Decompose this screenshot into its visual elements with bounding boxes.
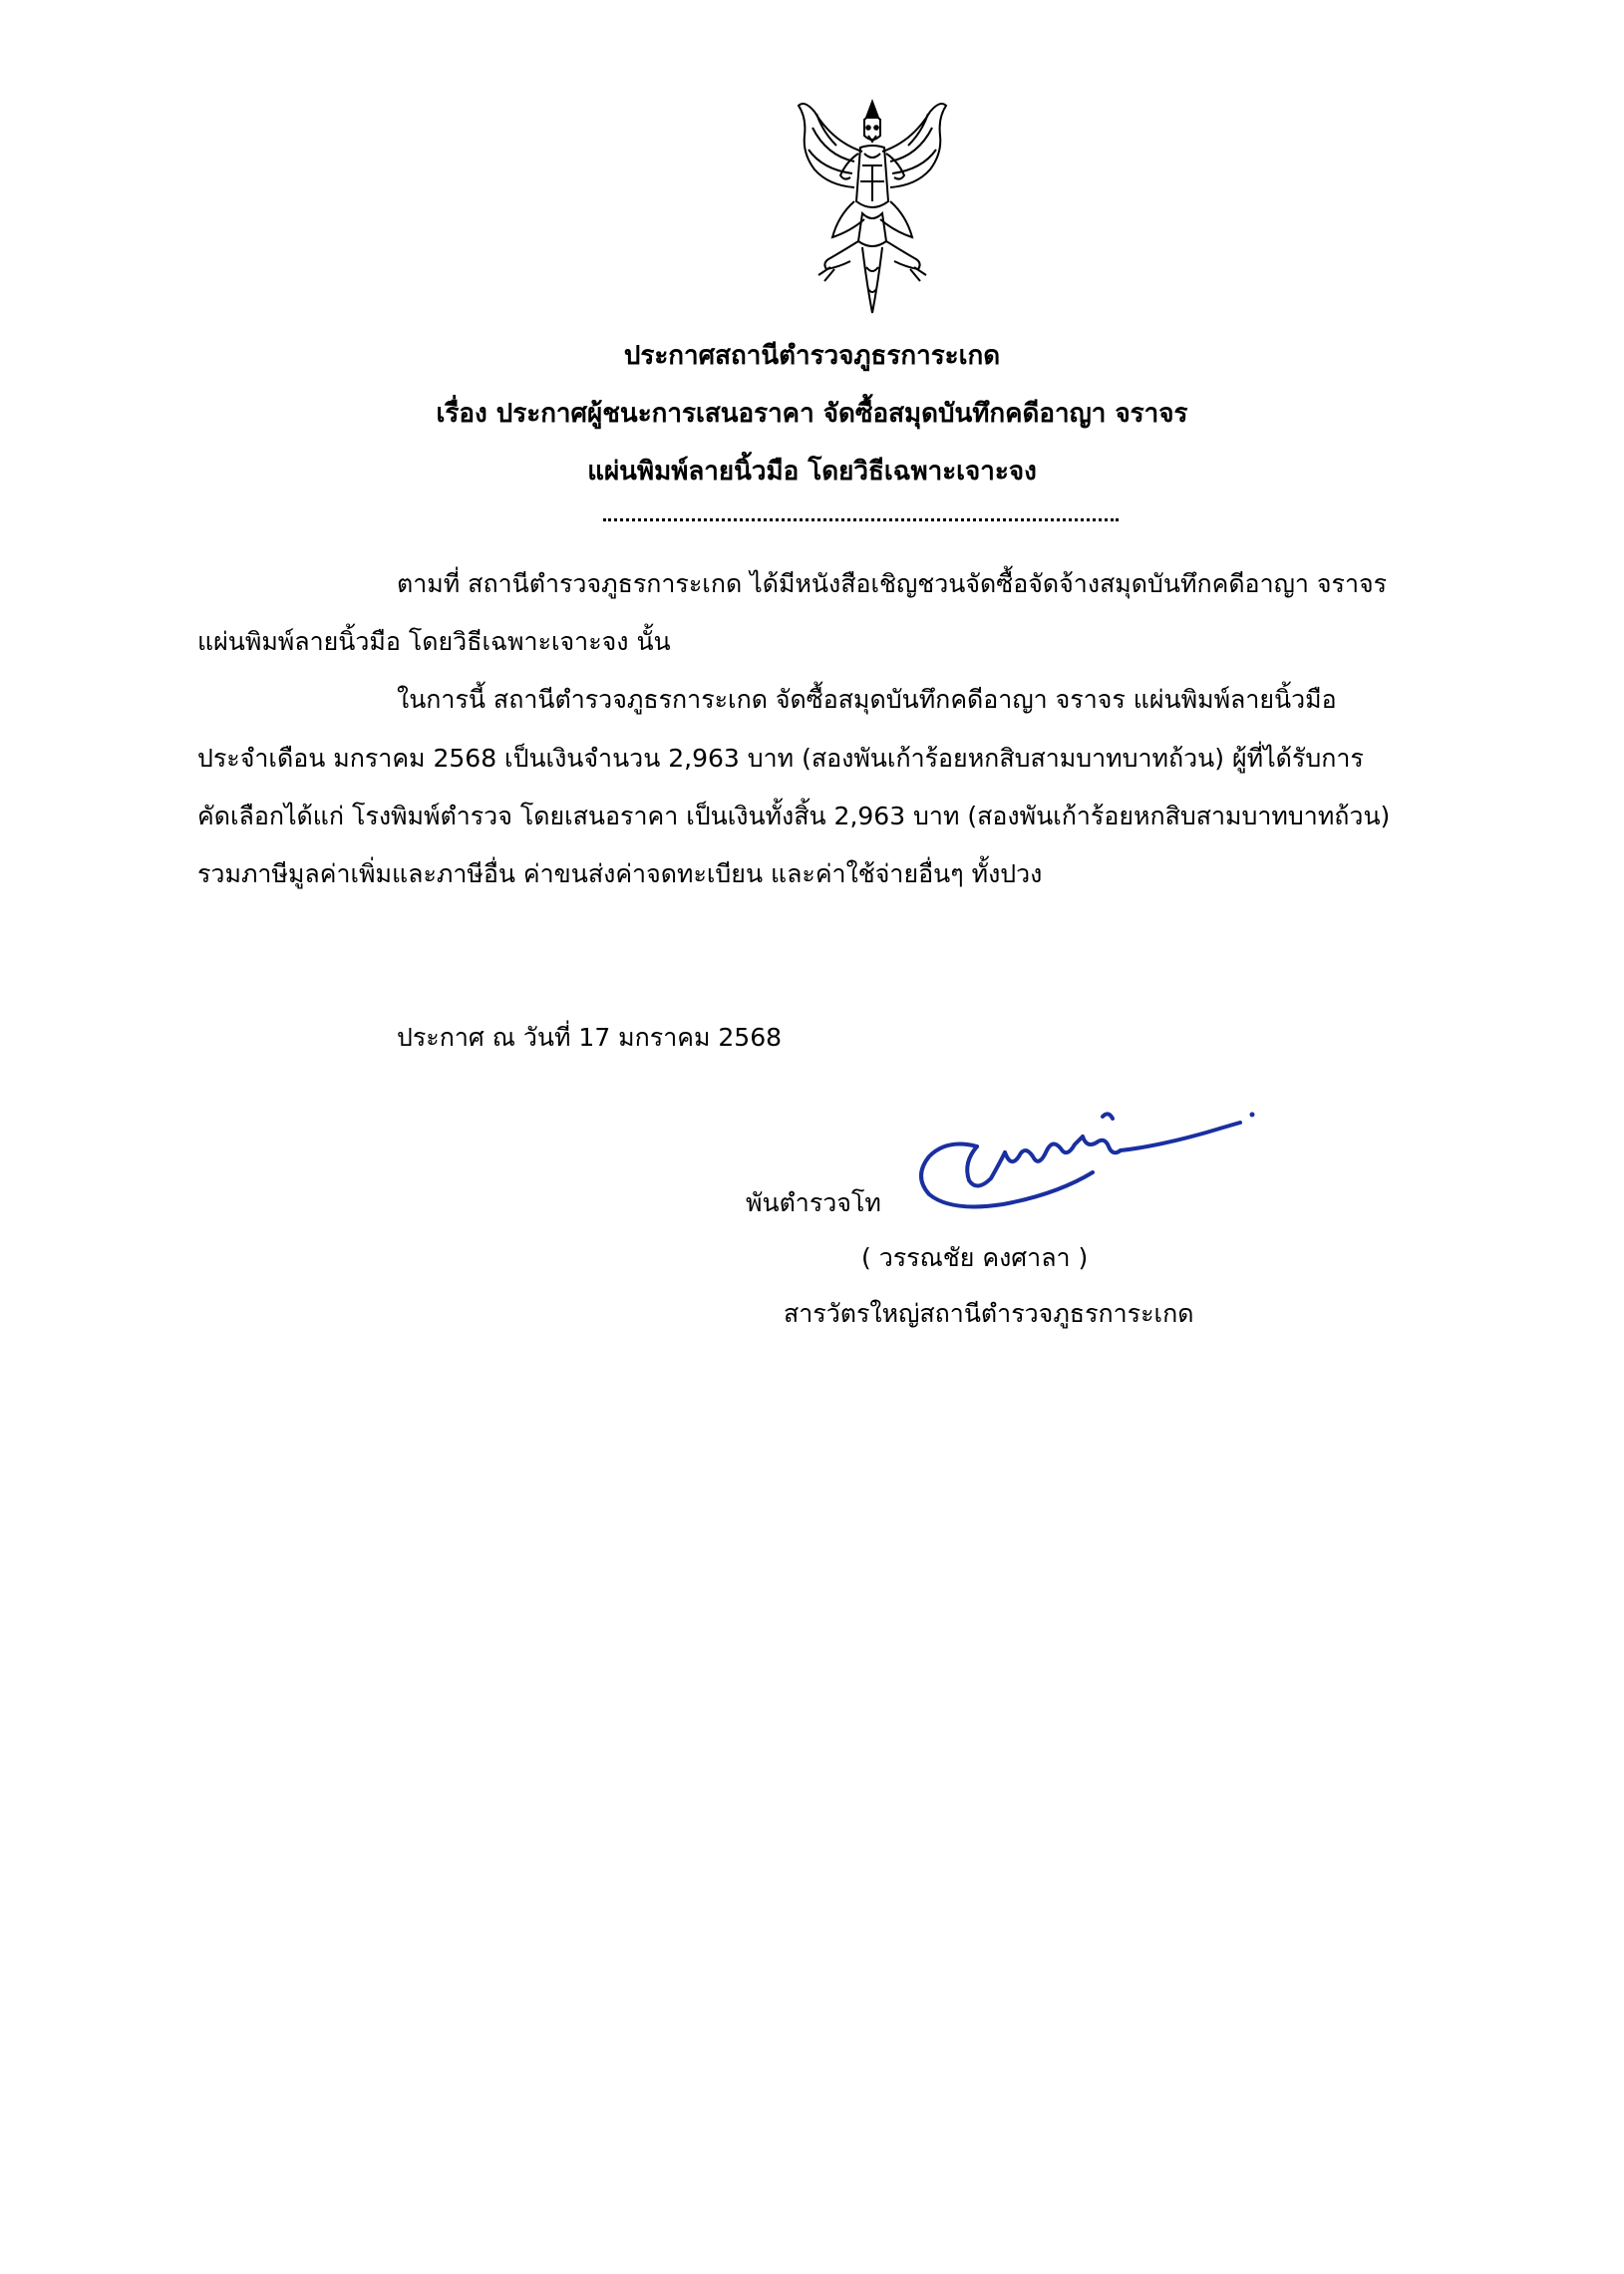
announcement-subject: เรื่อง ประกาศผู้ชนะการเสนอราคา จัดซื้อสมุดบันทึกคดีอาญา จราจร: [436, 399, 1188, 429]
announcement-title: ประกาศสถานีตำรวจภูธรการะเกด: [623, 341, 1001, 371]
signatory-position: สารวัตรใหญ่สถานีตำรวจภูธรการะเกด: [784, 1299, 1194, 1328]
paragraph-2-line-2: ประจำเดือน มกราคม 2568 เป็นเงินจำนวน 2,963 บาท (สองพันเก้าร้อยหกสิบสามบาทบาทถ้วน) ผู้ที่ได้รับการ: [197, 744, 1364, 773]
paragraph-2-line-1: ในการนี้ สถานีตำรวจภูธรการะเกด จัดซื้อสมุดบันทึกคดีอาญา จราจร แผ่นพิมพ์ลายนิ้วมือ: [397, 685, 1337, 714]
paragraph-2-line-4: รวมภาษีมูลค่าเพิ่มและภาษีอื่น ค่าขนส่งค่าจดทะเบียน และค่าใช้จ่ายอื่นๆ ทั้งปวง: [197, 859, 1043, 888]
paragraph-2-line-3: คัดเลือกได้แก่ โรงพิมพ์ตำรวจ โดยเสนอราคา เป็นเงินทั้งสิ้น 2,963 บาท (สองพันเก้าร้อยหกสิบสามบาทบาทถ้วน): [197, 802, 1391, 830]
garuda-emblem: [793, 92, 952, 323]
signatory-rank: พันตำรวจโท: [746, 1188, 881, 1217]
announcement-date: ประกาศ ณ วันที่ 17 มกราคม 2568: [397, 1023, 783, 1052]
signature-mark: [907, 1077, 1266, 1226]
signatory-name: ( วรรณชัย คงศาลา ): [861, 1243, 1089, 1272]
dotted-divider: [603, 518, 1119, 521]
paragraph-1-line-2: แผ่นพิมพ์ลายนิ้วมือ โดยวิธีเฉพาะเจาะจง นั้น: [197, 627, 671, 656]
announcement-subject-continued: แผ่นพิมพ์ลายนิ้วมือ โดยวิธีเฉพาะเจาะจง: [587, 457, 1037, 487]
paragraph-1-line-1: ตามที่ สถานีตำรวจภูธรการะเกด ได้มีหนังสือเชิญชวนจัดซื้อจัดจ้างสมุดบันทึกคดีอาญา จราจร: [397, 569, 1388, 598]
